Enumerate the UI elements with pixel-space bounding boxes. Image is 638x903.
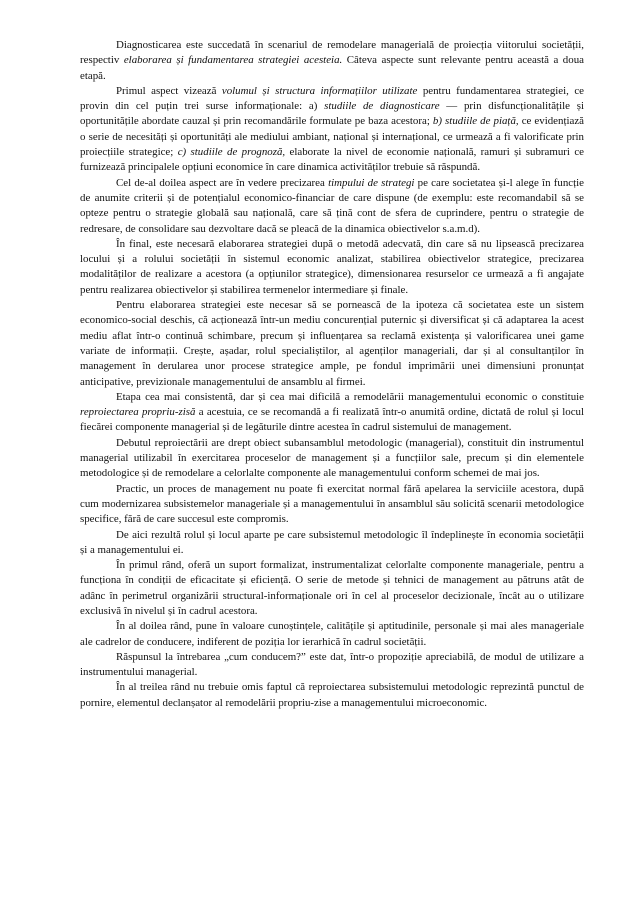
text-run: a acestuia, ce se recomandă a fi realizată într-o anumită ordine, dictată de rolul și locul fiecărei componente managerial și de legăturile dintre acestea în cadrul sistemului de management. [80,406,584,434]
document-page [80,38,584,711]
text-run: pe care societatea și-l alege în funcție de anumite criterii și de potențialul economico-financiar de care dispune (de exemplu: este recomandabil să se opteze pentru o strategie globală sau națională, care să țină cont de sfera de cuprindere, pentru o strategie de redresare, de consolidare sau dezvoltare dacă se pleacă de la dinamica obiectivelor s.a.m.d). [80,176,584,235]
text-run: În final, este necesară elaborarea strategiei după o metodă adecvată, din care să nu lipsească precizarea locului și a rolului societății în sistemul economic analizat, stabilirea obiectivelor strategice, precizarea modalităților de realizare a acestora (a opțiunilor strategice), dimensionarea resurselor ce urmează a fi angajate pentru realizarea obiectivelor și stabilirea termenelor intermediare și finale. [80,237,584,296]
paragraph [80,84,584,176]
text-run: Primul aspect vizează [116,84,222,97]
paragraph [80,528,584,559]
italic-text-run: studiile de diagnosticare [324,100,440,113]
paragraph [80,650,584,681]
text-run: Diagnosticarea este succedată în scenariul de remodelare managerială de proiecția viitorului societății, respectiv [80,39,584,67]
text-run: Debutul reproiectării are drept obiect subansamblul metodologic (managerial), constituit din instrumentul managerial utilizabil în exercitarea proceselor de management și a funcțiilor sale, precum și din elementele metodologice și de remodelare a celorlalte componente ale managementului conform schemei de mai jos. [80,436,584,480]
paragraph [80,436,584,482]
italic-text-run: c) studiile de prognoză, [177,146,286,159]
italic-text-run: elaborarea și fundamentarea strategiei acesteia. [123,54,343,67]
paragraph [80,390,584,436]
text-run: În al treilea rând nu trebuie omis faptul că reproiectarea subsistemului metodologic reprezintă punctul de pornire, elementul declanșator al remodelării propriu-zise a managementului microeconomic. [80,681,584,709]
text-run: Etapa cea mai consistentă, dar și cea mai dificilă a remodelării managementului economic o constituie [116,390,584,403]
text-run: elaborate la nivel de economie națională, ramuri și subramuri ce furnizează principalele opțiuni economice în care dinamica activităților trebuie să răspundă. [80,146,584,174]
text-run: Pentru elaborarea strategiei este necesar să se pornească de la ipoteza că societatea este un sistem economico-social deschis, că acționează într-un mediu concurențial puternic și diversificat și că adaptarea la acest mediu aflat într-o continuă schimbare, precum și influențarea sa reclamă existența și valorificarea unei game variate de informații. Crește, așadar, rolul specialiștilor, al agenților manageriali, dar și al consultanților în management în derularea unor procese strategice ample, pe fondul imprimării unei dimensiuni pronunțat anticipative, previzionale managementului de ansamblu al firmei. [80,299,584,388]
paragraph [80,38,584,84]
paragraph [80,619,584,650]
italic-text-run: b) studiile de piață, [432,115,519,128]
text-run: pentru fundamentarea strategiei, ce provin din cel puțin trei surse informaționale: a) [80,84,585,113]
paragraph [80,482,584,528]
paragraph [80,176,584,237]
text-run: ce evidențiază o serie de necesități și oportunități ale mediului ambiant, național și internațional, ce urmează a fi valorificate prin proiecțiile strategice; [80,115,585,159]
italic-text-run: volumul și structura informațiilor utilizate [221,84,418,97]
text-run: Răspunsul la întrebarea „cum conducem?” este dat, într-o propoziție apreciabilă, de modul de utilizare a instrumentului managerial. [80,650,584,679]
text-run: — prin disfuncționalitățile și oportunitățile abordate cauzal și prin recomandările formulate pe baza acestora; [80,100,584,128]
text-run: Câteva aspecte sunt relevante pentru această a doua etapă. [80,54,584,82]
paragraph [80,680,584,711]
italic-text-run: timpului de strategi [328,176,415,189]
text-run: De aici rezultă rolul și locul aparte pe care subsistemul metodologic îl îndeplinește în economia societății și a managementului ei. [80,528,584,556]
paragraph [80,237,584,298]
italic-text-run: reproiectarea propriu-zisă [80,406,196,419]
paragraph [80,298,584,390]
paragraph [80,558,584,619]
text-run: Practic, un proces de management nu poate fi exercitat normal fără apelarea la serviciile acestora, după cum modernizarea subsistemelor manageriale și a managementului în ansamblul său solicită scenarii metodologice specifice, fără de care succesul este compromis. [80,482,584,526]
text-run: În al doilea rând, pune în valoare cunoștințele, calitățile și aptitudinile, personale și mai ales manageriale ale cadrelor de conducere, indiferent de poziția lor ierarhică în cadrul societății. [80,620,584,648]
text-run: Cel de-al doilea aspect are în vedere precizarea [116,176,329,189]
text-run: În primul rând, oferă un suport formalizat, instrumentalizat celorlalte componente manageriale, pentru a funcționa în condiții de eficacitate și eficiență. O serie de metode și tehnici de management au pătruns atât de adânc în perimetrul organizării structural-informaționale ori în cel al proceselor decizionale, încât au o utilizare exclusivă în nivelul și în cadrul acestora. [80,559,584,617]
